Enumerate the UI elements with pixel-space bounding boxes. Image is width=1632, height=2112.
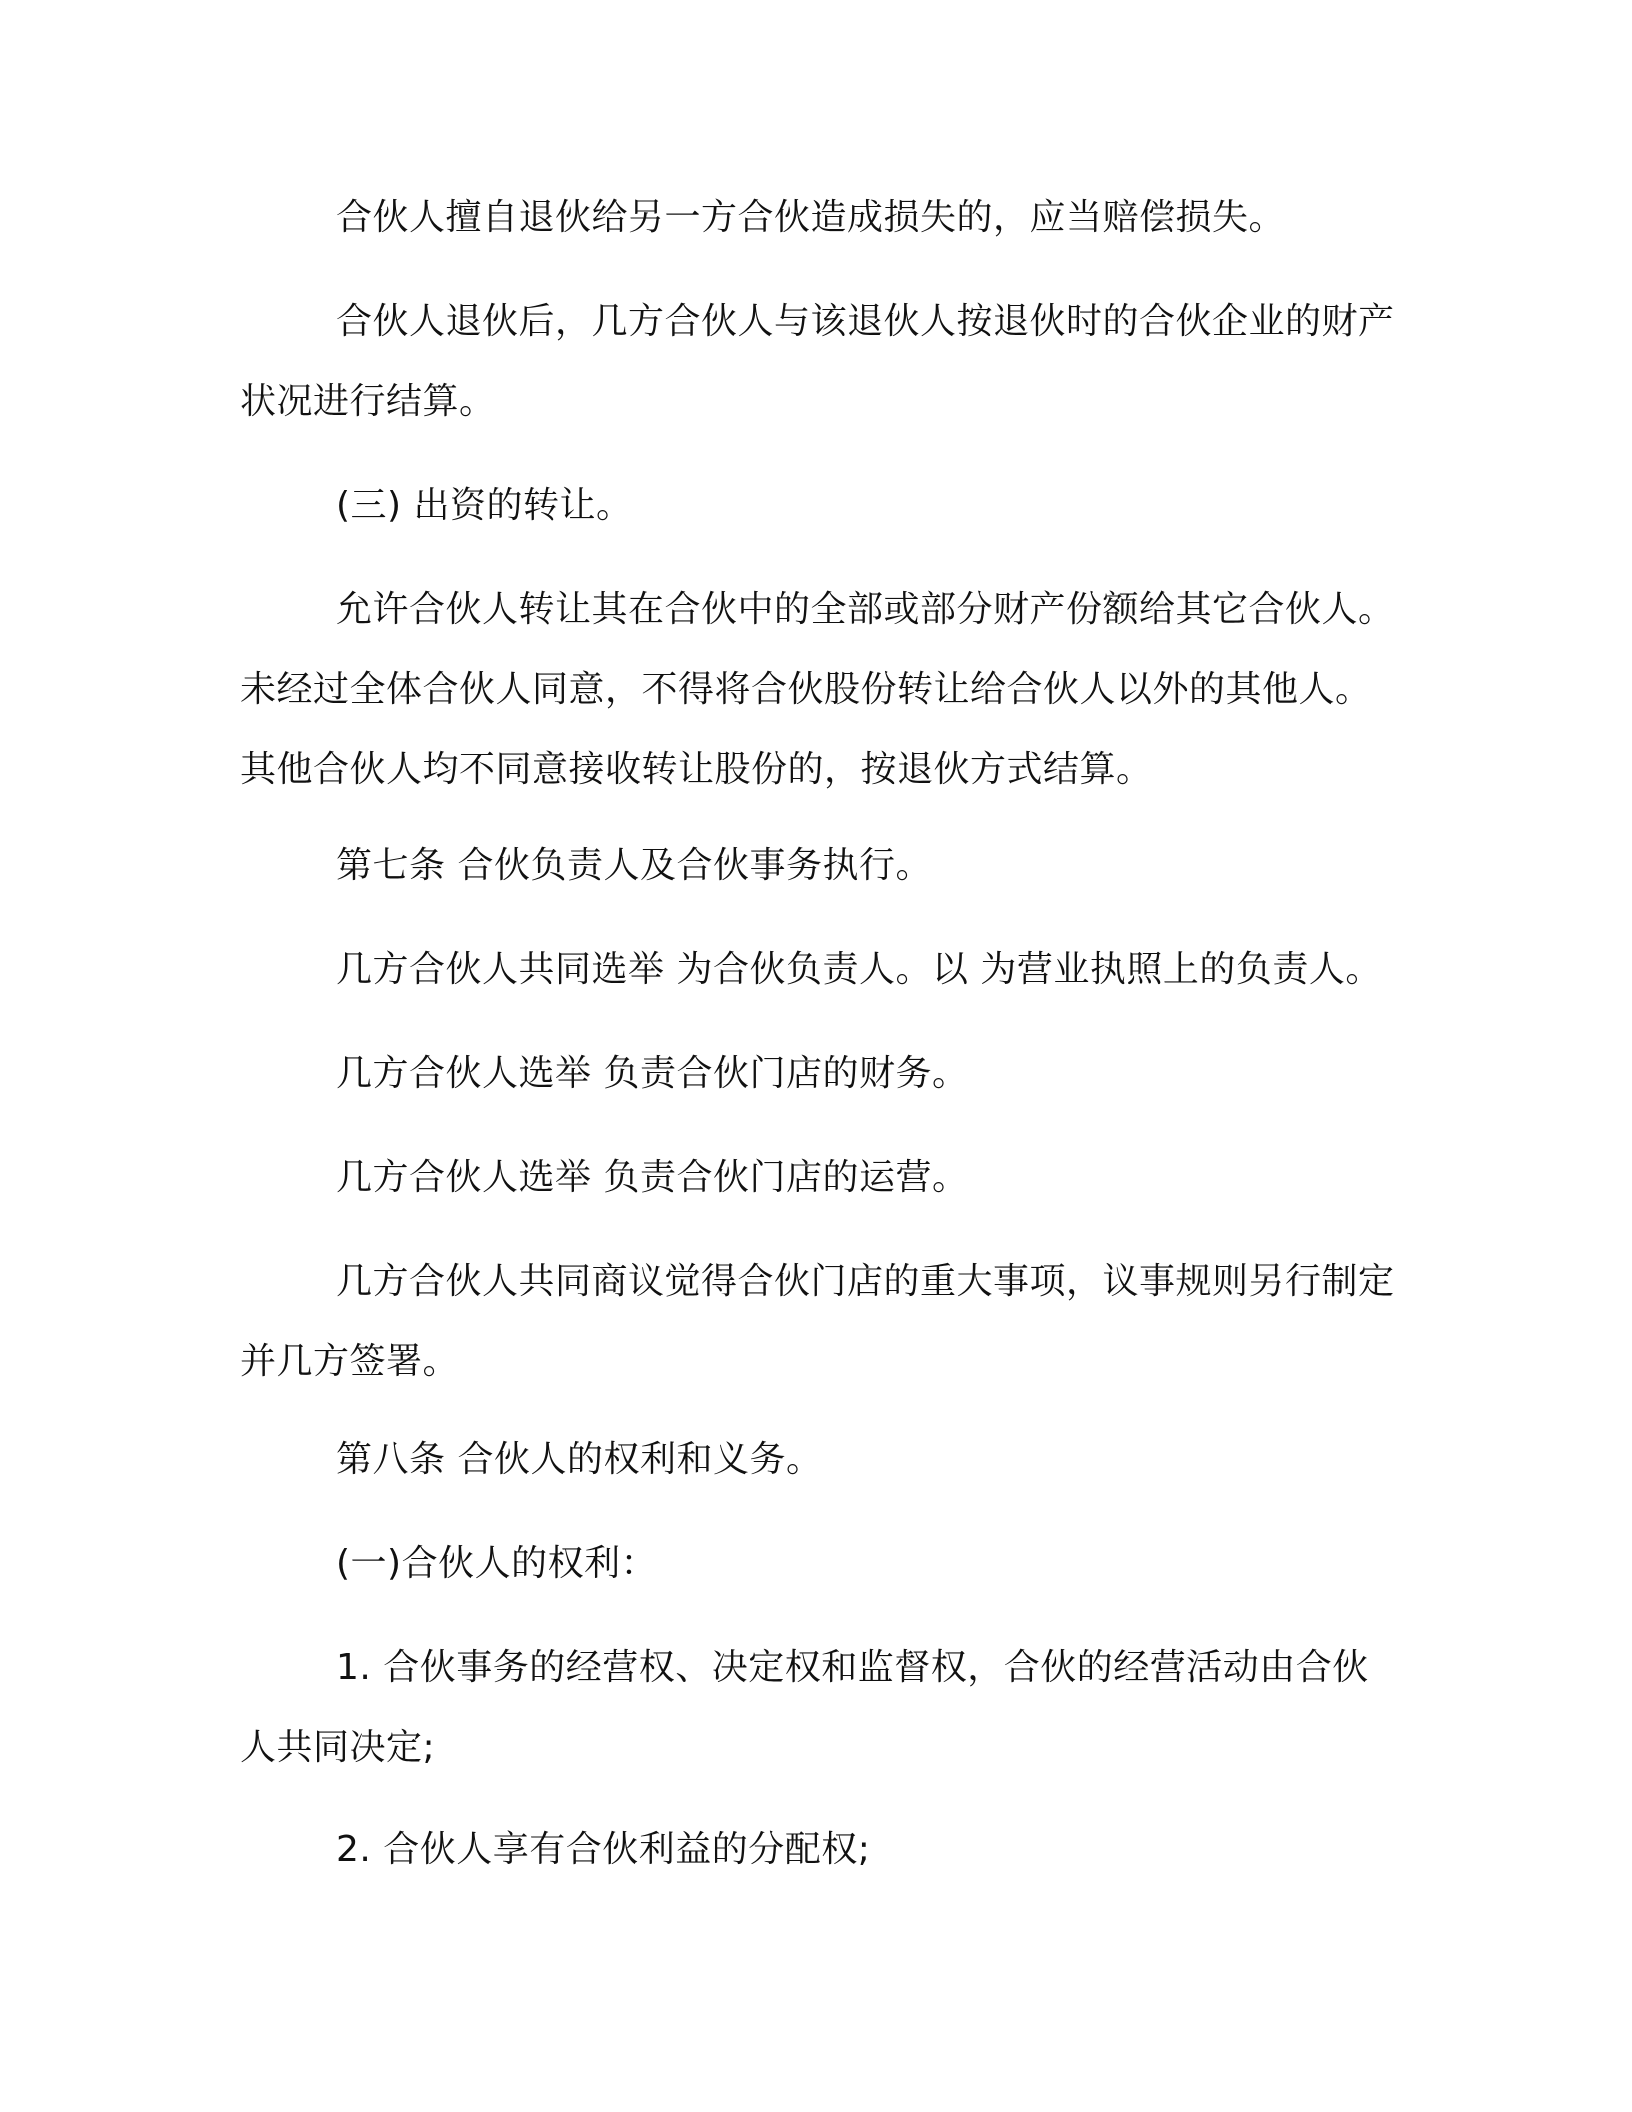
paragraph-elect-finance: 几方合伙人选举 负责合伙门店的财务。 [336,1053,969,1094]
section-heading-partner-rights: (一)合伙人的权利： [336,1543,658,1584]
paragraph-major-matters: 几方合伙人共同商议觉得合伙门店的重大事项，议事规则另行制定并几方签署。 [240,1261,1395,1382]
paragraph-share-transfer: 允许合伙人转让其在合伙中的全部或部分财产份额给其它合伙人。未经过全体合伙人同意，不得将合伙股份转让给合伙人以外的其他人。其他合伙人均不同意接收转让股份的，按退伙方式结算。 [240,589,1395,790]
article-heading-8: 第八条 合伙人的权利和义务。 [336,1439,823,1480]
list-item-rights-2: 2. 合伙人享有合伙利益的分配权; [336,1829,871,1870]
paragraph-elect-leader: 几方合伙人共同选举 为合伙负责人。以 为营业执照上的负责人。 [336,949,1382,990]
paragraph-withdrawal-compensation: 合伙人擅自退伙给另一方合伙造成损失的，应当赔偿损失。 [336,197,1286,238]
section-heading-capital-transfer: (三) 出资的转让。 [336,485,633,526]
list-item-rights-1: 1. 合伙事务的经营权、决定权和监督权，合伙的经营活动由合伙人共同决定; [240,1647,1369,1768]
paragraph-elect-operations: 几方合伙人选举 负责合伙门店的运营。 [336,1157,969,1198]
article-heading-7: 第七条 合伙负责人及合伙事务执行。 [336,845,932,886]
paragraph-withdrawal-settlement: 合伙人退伙后，几方合伙人与该退伙人按退伙时的合伙企业的财产状况进行结算。 [240,301,1395,422]
